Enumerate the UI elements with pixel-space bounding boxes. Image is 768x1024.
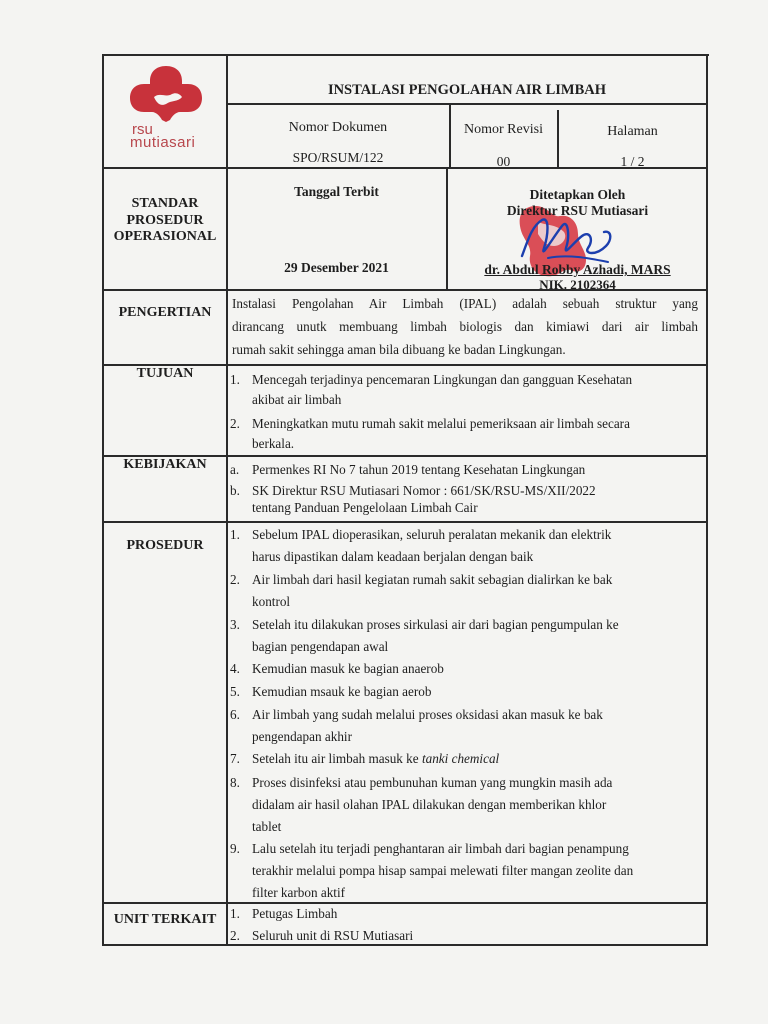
pengertian-line2: dirancang unutk membuang limbah biologis dan kimiawi dari air limbah xyxy=(232,319,698,334)
list-item-number: 1. xyxy=(230,372,240,387)
revision-value: 00 xyxy=(496,154,511,169)
list-item xyxy=(230,772,698,838)
sop-label-line3: OPERASIONAL xyxy=(113,229,217,244)
list-item-line1: Meningkatkan mutu rumah sakit melalui pemeriksaan air limbah secara xyxy=(252,416,630,431)
section-label-pengertian: PENGERTIAN xyxy=(118,305,212,320)
list-item-line2: harus dipastikan dalam keadaan berjalan dengan baik xyxy=(252,549,534,564)
signer-nik: NIK. 2102364 xyxy=(539,277,616,292)
title-row-divider xyxy=(227,103,707,105)
list-item-number: 2. xyxy=(230,416,240,431)
signer-name: dr. Abdul Robby Azhadi, MARS xyxy=(484,262,671,277)
section-label-unit-terkait: UNIT TERKAIT xyxy=(113,912,217,927)
list-item xyxy=(230,658,698,680)
list-item-line2: kontrol xyxy=(252,594,291,609)
list-item-line1: Kemudian masuk ke bagian anaerob xyxy=(252,661,444,676)
list-item xyxy=(230,482,698,522)
list-item xyxy=(230,903,698,925)
list-item-line2: terakhir melalui pompa hisap sampai melewati filter mangan zeolite dan xyxy=(252,863,634,878)
pengertian-line3: rumah sakit sehingga aman bila dibuang ke badan Lingkungan. xyxy=(232,342,566,357)
list-item-line2: berkala. xyxy=(252,436,295,451)
list-item-line1: Petugas Limbah xyxy=(252,906,338,921)
list-item-number: 7. xyxy=(230,751,240,766)
section-label-tujuan: TUJUAN xyxy=(136,366,194,381)
list-item-number: 5. xyxy=(230,684,240,699)
page-label: Halaman xyxy=(607,124,658,139)
list-item-text: Setelah itu air limbah masuk ke xyxy=(252,751,422,766)
list-item-number: 1. xyxy=(230,527,240,542)
list-item-number: 8. xyxy=(230,775,240,790)
list-item-line1: Air limbah yang sudah melalui proses oksidasi akan masuk ke bak xyxy=(252,707,603,722)
list-item-number: 2. xyxy=(230,928,240,943)
list-item-italic-text: tanki chemical xyxy=(421,751,500,766)
logo-text-rsu: rsu xyxy=(132,121,153,138)
list-item-line1 xyxy=(252,748,698,770)
list-item-number: 1. xyxy=(230,906,240,921)
list-item-line1: Setelah itu dilakukan proses sirkulasi air dari bagian pengumpulan ke xyxy=(252,617,619,632)
list-item xyxy=(230,524,698,568)
list-item xyxy=(230,748,698,770)
issue-date-value: 29 Desember 2021 xyxy=(284,260,389,275)
sop-label-line2: PROSEDUR xyxy=(126,212,204,228)
list-item-line1: Sebelum IPAL dioperasikan, seluruh peralatan mekanik dan elektrik xyxy=(252,527,612,542)
list-item-line1: Seluruh unit di RSU Mutiasari xyxy=(252,928,414,943)
list-item-line1: SK Direktur RSU Mutiasari Nomor : 661/SK/RSU-MS/XII/2022 xyxy=(252,483,596,498)
list-item xyxy=(230,459,698,481)
table-border-top xyxy=(102,54,709,56)
list-item-number: a. xyxy=(230,462,240,477)
revision-label: Nomor Revisi xyxy=(464,122,543,137)
list-item xyxy=(230,704,698,748)
list-item xyxy=(230,569,698,613)
section-label-prosedur: PROSEDUR xyxy=(126,538,204,553)
list-item-number: 9. xyxy=(230,841,240,856)
list-item-line2: akibat air limbah xyxy=(252,392,342,407)
list-item-number: 6. xyxy=(230,707,240,722)
list-item-line1: Air limbah dari hasil kegiatan rumah sakit sebagian dialirkan ke bak xyxy=(252,572,613,587)
list-item-line2: didalam air hasil olahan IPAL dilakukan dengan memberikan khlor xyxy=(252,797,607,812)
list-item-line3: filter karbon aktif xyxy=(252,885,346,900)
set-by-line2: Direktur RSU Mutiasari xyxy=(506,203,649,218)
document-title: INSTALASI PENGOLAHAN AIR LIMBAH xyxy=(327,82,607,98)
pengertian-line1: Instalasi Pengolahan Air Limbah (IPAL) adalah sebuah struktur yang xyxy=(232,296,698,311)
doc-number-label: Nomor Dokumen xyxy=(288,120,388,135)
list-item-number: 4. xyxy=(230,661,240,676)
list-item xyxy=(230,369,698,413)
list-item xyxy=(230,925,698,947)
logo-text-mutiasari: mutiasari xyxy=(130,134,196,151)
list-item-line2: pengendapan akhir xyxy=(252,729,352,744)
list-item-number: 2. xyxy=(230,572,240,587)
list-item xyxy=(230,413,698,457)
list-item xyxy=(230,838,698,904)
list-item-line1: Mencegah terjadinya pencemaran Lingkungan dan gangguan Kesehatan xyxy=(252,372,633,387)
list-item-line1: Proses disinfeksi atau pembunuhan kuman yang mungkin masih ada xyxy=(252,775,613,790)
list-item-number: 3. xyxy=(230,617,240,632)
list-item xyxy=(230,681,698,703)
doc-number-value: SPO/RSUM/122 xyxy=(292,150,384,165)
list-item-line3: tablet xyxy=(252,819,282,834)
list-item-line2: tentang Panduan Pengelolaan Limbah Cair xyxy=(252,500,478,515)
sop-label-line1: STANDAR xyxy=(131,196,199,211)
list-item-line1: Kemudian msauk ke bagian aerob xyxy=(252,684,432,699)
list-item-line1: Lalu setelah itu terjadi penghantaran air limbah dari bagian penampung xyxy=(252,841,629,856)
list-item-line2: bagian pengendapan awal xyxy=(252,639,389,654)
page-value: 1 / 2 xyxy=(620,154,645,169)
list-item xyxy=(230,614,698,658)
set-by-line1: Ditetapkan Oleh xyxy=(529,187,626,202)
table-border-left xyxy=(102,54,104,946)
section-label-kebijakan: KEBIJAKAN xyxy=(123,457,207,472)
hospital-cross-logo-icon xyxy=(126,64,206,124)
issue-date-label: Tanggal Terbit xyxy=(294,184,379,199)
sop-label xyxy=(104,196,226,246)
list-item-line1: Permenkes RI No 7 tahun 2019 tentang Kesehatan Lingkungan xyxy=(252,462,586,477)
list-item-number: b. xyxy=(230,483,240,498)
